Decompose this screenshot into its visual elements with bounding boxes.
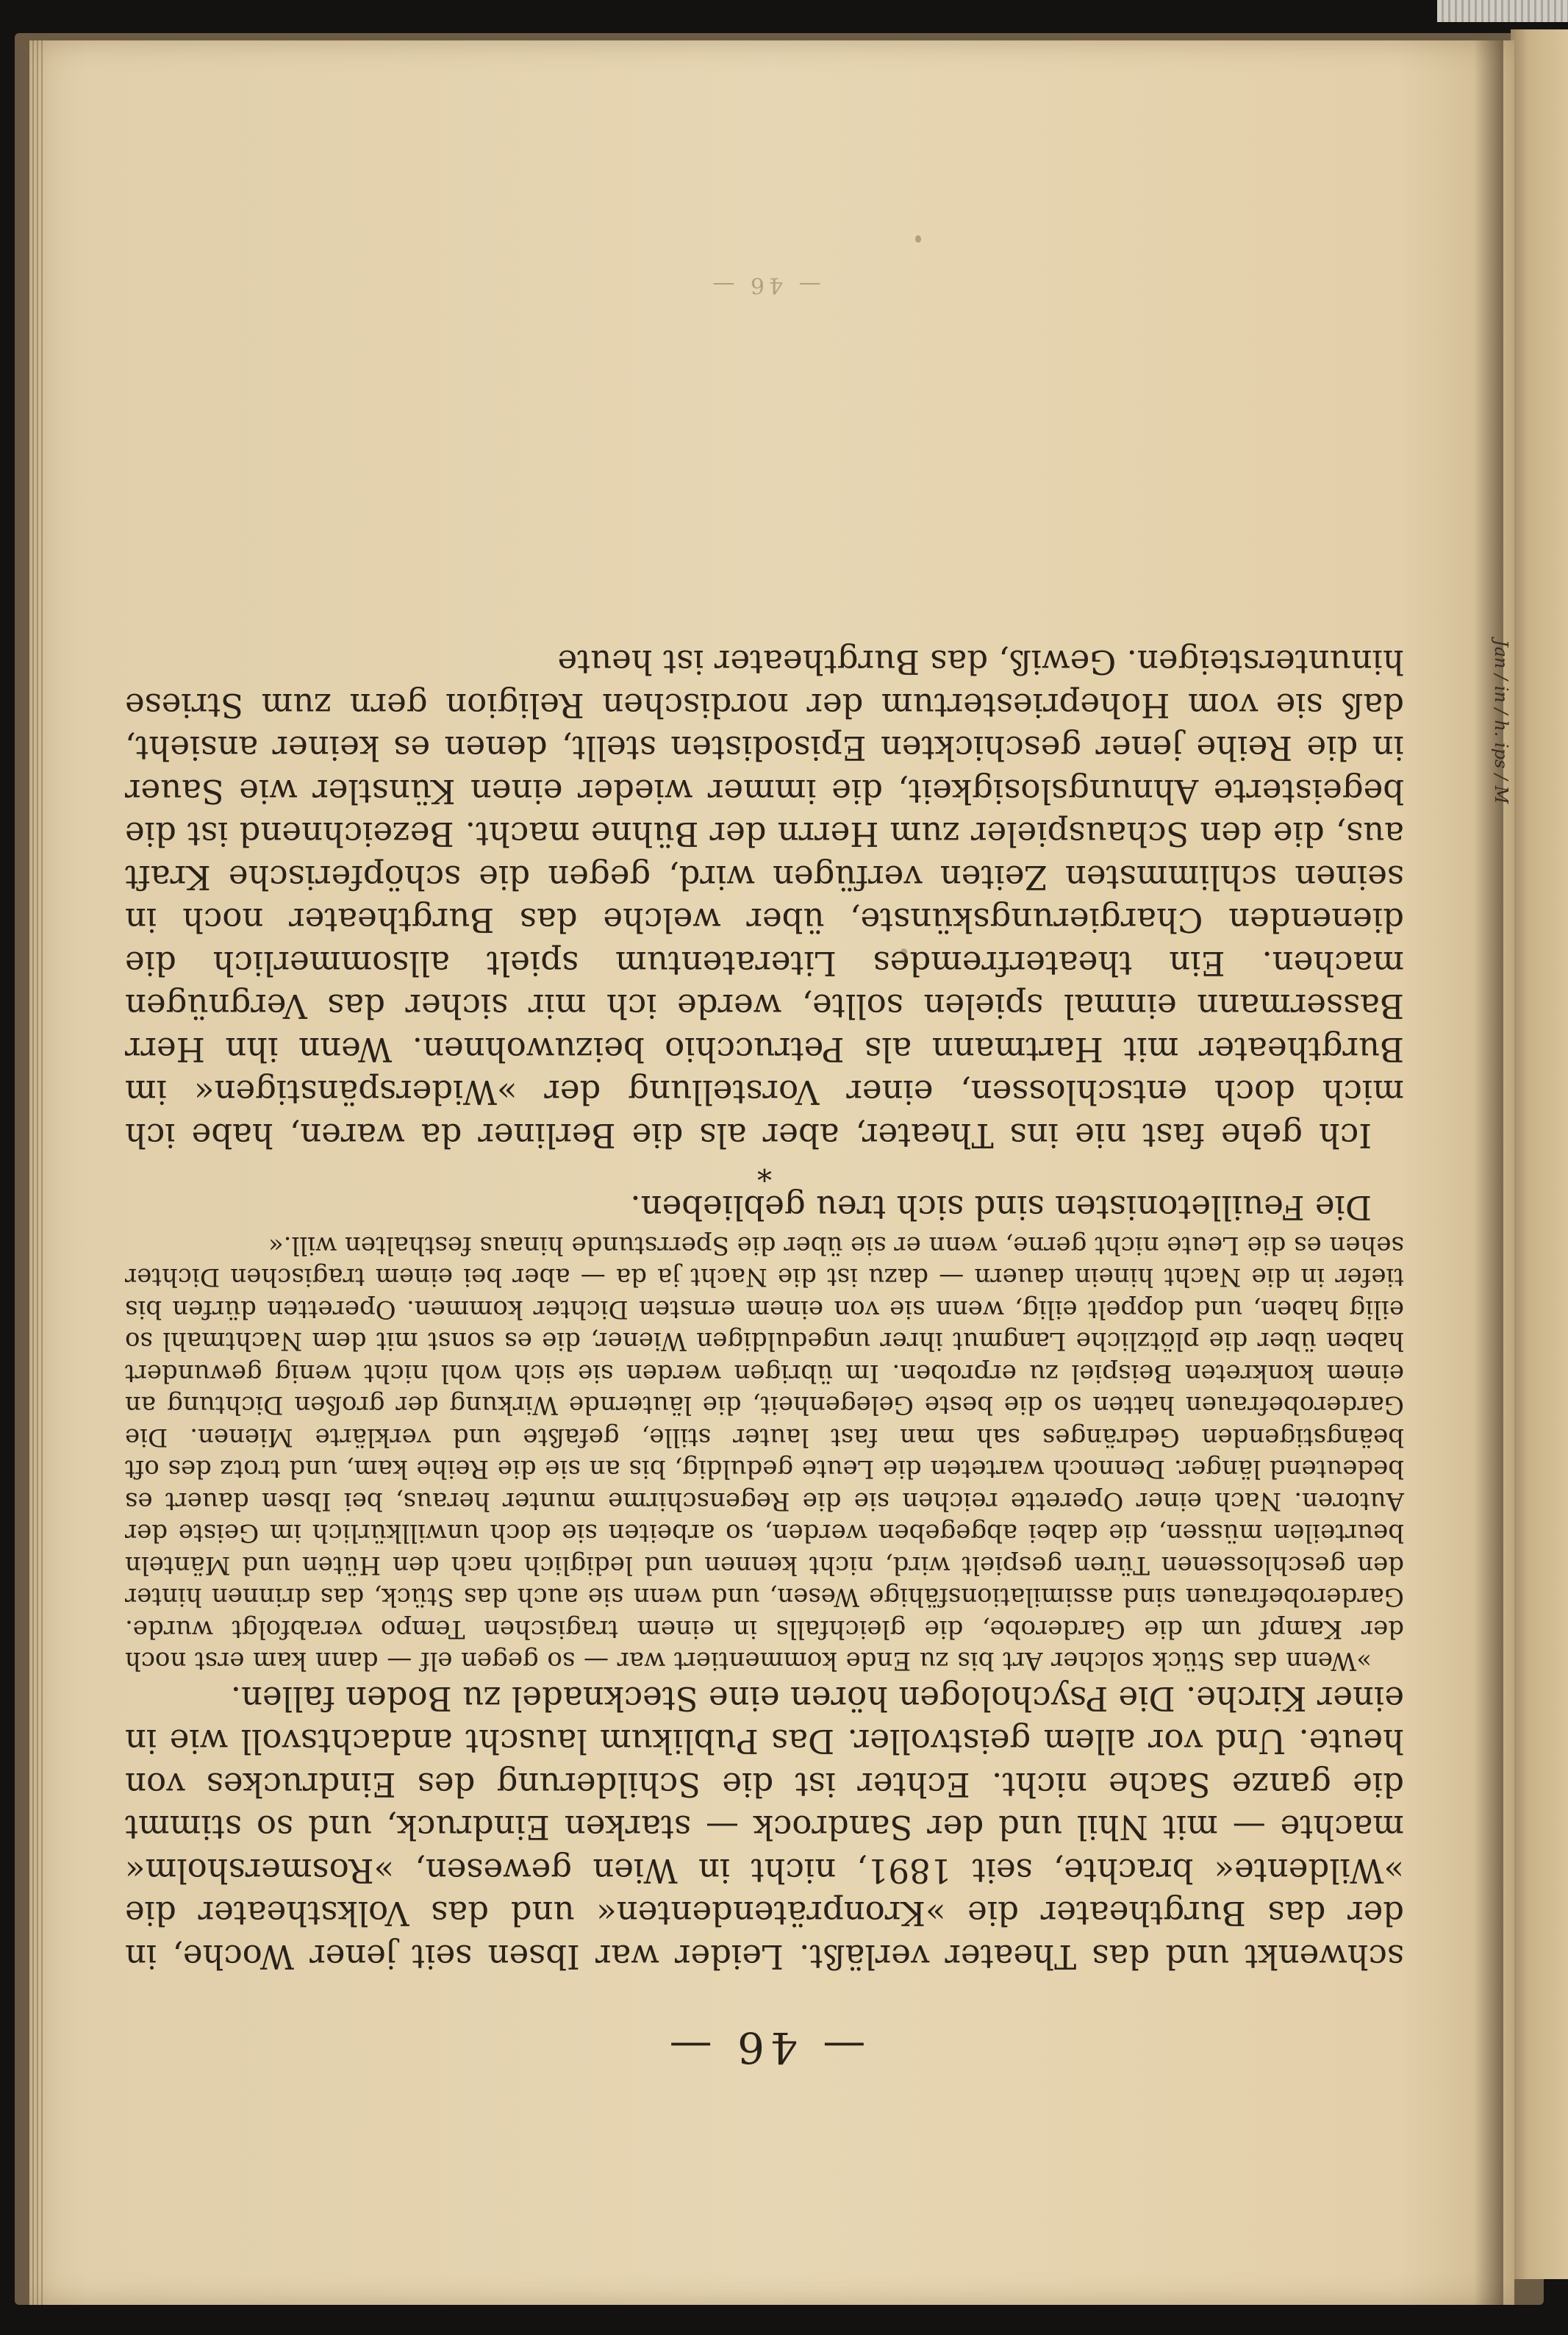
page-number: — 46 — — [663, 2023, 866, 2073]
page-stack-edge — [37, 40, 38, 2305]
facing-page-edge — [1511, 29, 1568, 2279]
paper-spot — [915, 235, 921, 243]
bleed-through-page-number: — 46 — — [708, 272, 821, 298]
paragraph: schwenkt und das Theater verläßt. Leider war Ibsen seit jener Woche, in der das Burgtheater die »Kronprätendenten« und das Volkstheater die »Wildente« brachte, seit 1891, nicht in Wien gewesen, »Rosmersholm« machte — mit Nhil und der Sandrock — starken Eindruck, und so stimmt die ganze Sache nicht. Echter ist die Schilderung des Eindruckes von heute. Und vor allem geistvoller. Das Publikum lauscht andachtsvoll wie in einer Kirche. Die Psychologen hören eine Stecknadel zu Boden fallen. — [125, 1679, 1404, 1976]
page-gutter-shadow — [1474, 40, 1503, 2305]
page-stack-edge — [32, 40, 34, 2305]
handwritten-margin-notes: Jan / — [1491, 640, 1511, 681]
page-stack-edge — [41, 40, 43, 2305]
page-body — [125, 640, 1404, 1978]
section-separator: * — [757, 1153, 772, 1187]
quote-paragraph: »Wenn das Stück solcher Art bis zu Ende kommentiert war — so gegen elf — dann kam erst noch der Kampf um die Garderobe, die gleichfalls in einem tragischen Tempo verabfolgt wurde. Garderobefrauen sind assimilationsfähige Wesen, und wenn sie auch das Stück, das drinnen hinter den geschlossenen Türen gespielt wird, nicht kennen und lediglich nach den Hüten und Mänteln beurteilen müssen, die dabei abgegeben werden, so arbeiten sie doch unwillkürlich im Geiste der Autoren. Nach einer Operette reichen sie die Regenschirme munter heraus, bei Ibsen dauert es bedeutend länger. Dennoch warteten die Leute geduldig, bis an sie die Reihe kam, und trotz des oft beängstigenden Gedränges sah man fast lauter stille, gefaßte und verklärte Mienen. Die Garderobefrauen hatten so die beste Gelegenheit, die läuternde Wirkung der großen Dichtung an einem konkreten Beispiel zu erproben. Im übrigen werden sie sich wohl nicht wenig gewundert haben über die plötzliche Langmut ihrer ungeduldigen Wiener, die es sonst mit dem Nachtmahl so eilig haben, und doppelt eilig, wenn sie von einem ernsten Dichter kommen. Operetten dürfen bis tiefer in die Nacht hinein dauern — dazu ist die Nacht ja da — aber bei einem tragischen Dichter sehen es die Leute nicht gerne, wenn er sie über die Sperrstunde hinaus festhalten will.« — [125, 1231, 1404, 1676]
closing-remark: Die Feuilletonisten sind sich treu geblieben. — [630, 1188, 1372, 1228]
upside-down-text-block — [125, 265, 1404, 2073]
paragraph: Ich gehe fast nie ins Theater, aber als die Berliner da waren, habe ich mich doch entschlossen, einer Vorstellung der »Widerspänstigen« im Burgtheater mit Hartmann als Petrucchio beizuwohnen. Wenn ihn Herr Bassermann einmal spielen sollte, werde ich mir sicher das Vergnügen machen. Ein theaterfremdes Literatentum spielt allsommerlich die dienenden Chargierungskünste, über welche das Burgtheater noch in seinen schlimmsten Zeiten verfügen wird, gegen die schöpferische Kraft aus, die den Schauspieler zum Herrn der Bühne macht. Bezeichnend ist die begeisterte Ahnungslosigkeit, die immer wieder einen Künstler wie Sauer in die Reihe jener geschickten Episodisten stellt, denen es keiner ansieht, daß sie vom Hohepriestertum der nordischen Religion gern zum Striese hinuntersteigen. Gewiß, das Burgtheater ist heute — [125, 643, 1404, 1155]
binding-tape — [1437, 0, 1568, 22]
block-quote — [125, 1229, 1404, 1677]
